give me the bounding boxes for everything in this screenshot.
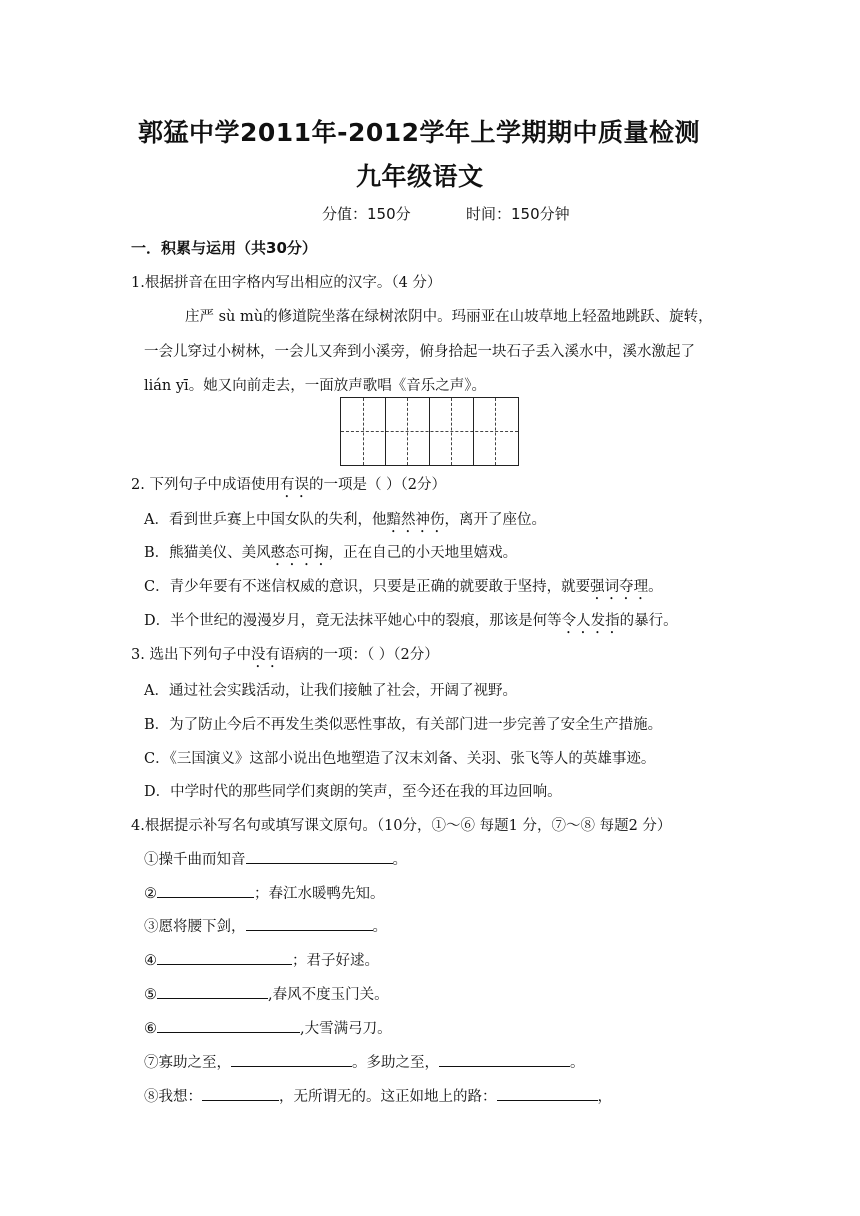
score-info: 分值：150分 bbox=[322, 205, 411, 223]
answer-blank[interactable] bbox=[497, 1086, 598, 1101]
q4-item-5: ⑤ ,春风不度玉门关。 bbox=[144, 983, 389, 1004]
q1-passage-line2: 一会儿穿过小树林，一会儿又奔到小溪旁，俯身拾起一块石子丢入溪水中，溪水激起了 bbox=[144, 344, 695, 360]
q3-option-d[interactable]: D．中学时代的那些同学们爽朗的笑声，至今还在我的耳边回响。 bbox=[144, 784, 562, 800]
q1-stem: 1.根据拼音在田字格内写出相应的汉字。（4 分） bbox=[131, 275, 442, 291]
q4-stem: 4.根据提示补写名句或填写课文原句。（10分，①～⑥ 每题1 分，⑦～⑧ 每题2 分） bbox=[131, 818, 672, 834]
exam-title: 郭猛中学2011年-2012学年上学期期中质量检测 bbox=[138, 118, 701, 147]
q3-option-c[interactable]: C．《三国演义》这部小说出色地塑造了汉末刘备、关羽、张飞等人的英雄事迹。 bbox=[144, 751, 656, 767]
answer-blank[interactable] bbox=[157, 984, 268, 999]
q2-option-a[interactable]: A．看到世乒赛上中国女队的失利，他黯然神伤，离开了座位。 bbox=[144, 512, 546, 528]
q3-option-b[interactable]: B．为了防止今后不再发生类似恶性事故，有关部门进一步完善了安全生产措施。 bbox=[144, 717, 663, 733]
q1-passage-line1: 庄严 sù mù的修道院坐落在绿树浓阴中。玛丽亚在山坡草地上轻盈地跳跃、旋转， bbox=[185, 309, 713, 325]
q2-option-b[interactable]: B．熊猫美仪、美风憨态可掬，正在自己的小天地里嬉戏。 bbox=[144, 545, 518, 561]
answer-blank[interactable] bbox=[202, 1086, 279, 1101]
q4-item-7: ⑦寡助之至， 。多助之至， 。 bbox=[144, 1051, 585, 1072]
answer-blank[interactable] bbox=[157, 1018, 300, 1033]
exam-subtitle: 九年级语文 bbox=[356, 162, 484, 191]
q2-option-c[interactable]: C．青少年要有不迷信权威的意识，只要是正确的就要敢于坚持，就要强词夺理。 bbox=[144, 579, 663, 595]
time-info: 时间：150分钟 bbox=[466, 205, 570, 223]
q4-item-3: ③愿将腰下剑， 。 bbox=[144, 915, 387, 936]
q4-item-1: ①操千曲而知音 。 bbox=[144, 848, 407, 869]
q1-passage-line3: lián yī。她又向前走去，一面放声歌唱《音乐之声》。 bbox=[144, 378, 486, 394]
answer-blank[interactable] bbox=[246, 916, 373, 931]
q3-option-a[interactable]: A．通过社会实践活动，让我们接触了社会，开阔了视野。 bbox=[144, 683, 517, 699]
tianzige-grid[interactable] bbox=[340, 397, 519, 466]
q4-item-6: ⑥ ,大雪满弓刀。 bbox=[144, 1017, 392, 1038]
answer-blank[interactable] bbox=[157, 950, 292, 965]
section-heading: 一．积累与运用（共30分） bbox=[131, 239, 317, 257]
answer-blank[interactable] bbox=[246, 849, 393, 864]
q4-item-2: ② ；春江水暖鸭先知。 bbox=[144, 882, 385, 903]
q4-item-4: ④ ；君子好逑。 bbox=[144, 949, 379, 970]
q3-stem: 3. 选出下列句子中没有语病的一项：（ ）（2分） bbox=[131, 647, 439, 663]
answer-blank[interactable] bbox=[439, 1052, 570, 1067]
q2-stem: 2. 下列句子中成语使用有误的一项是（ ）（2分） bbox=[131, 477, 447, 493]
q2-emphasis: 有误 bbox=[279, 477, 309, 493]
answer-blank[interactable] bbox=[157, 883, 254, 898]
answer-blank[interactable] bbox=[231, 1052, 352, 1067]
q4-item-8: ⑧我想： ，无所谓无的。这正如地上的路： ， bbox=[144, 1085, 612, 1106]
q2-option-d[interactable]: D．半个世纪的漫漫岁月，竟无法抹平她心中的裂痕，那该是何等令人发指的暴行。 bbox=[144, 613, 678, 629]
q3-emphasis: 没有 bbox=[250, 647, 280, 663]
